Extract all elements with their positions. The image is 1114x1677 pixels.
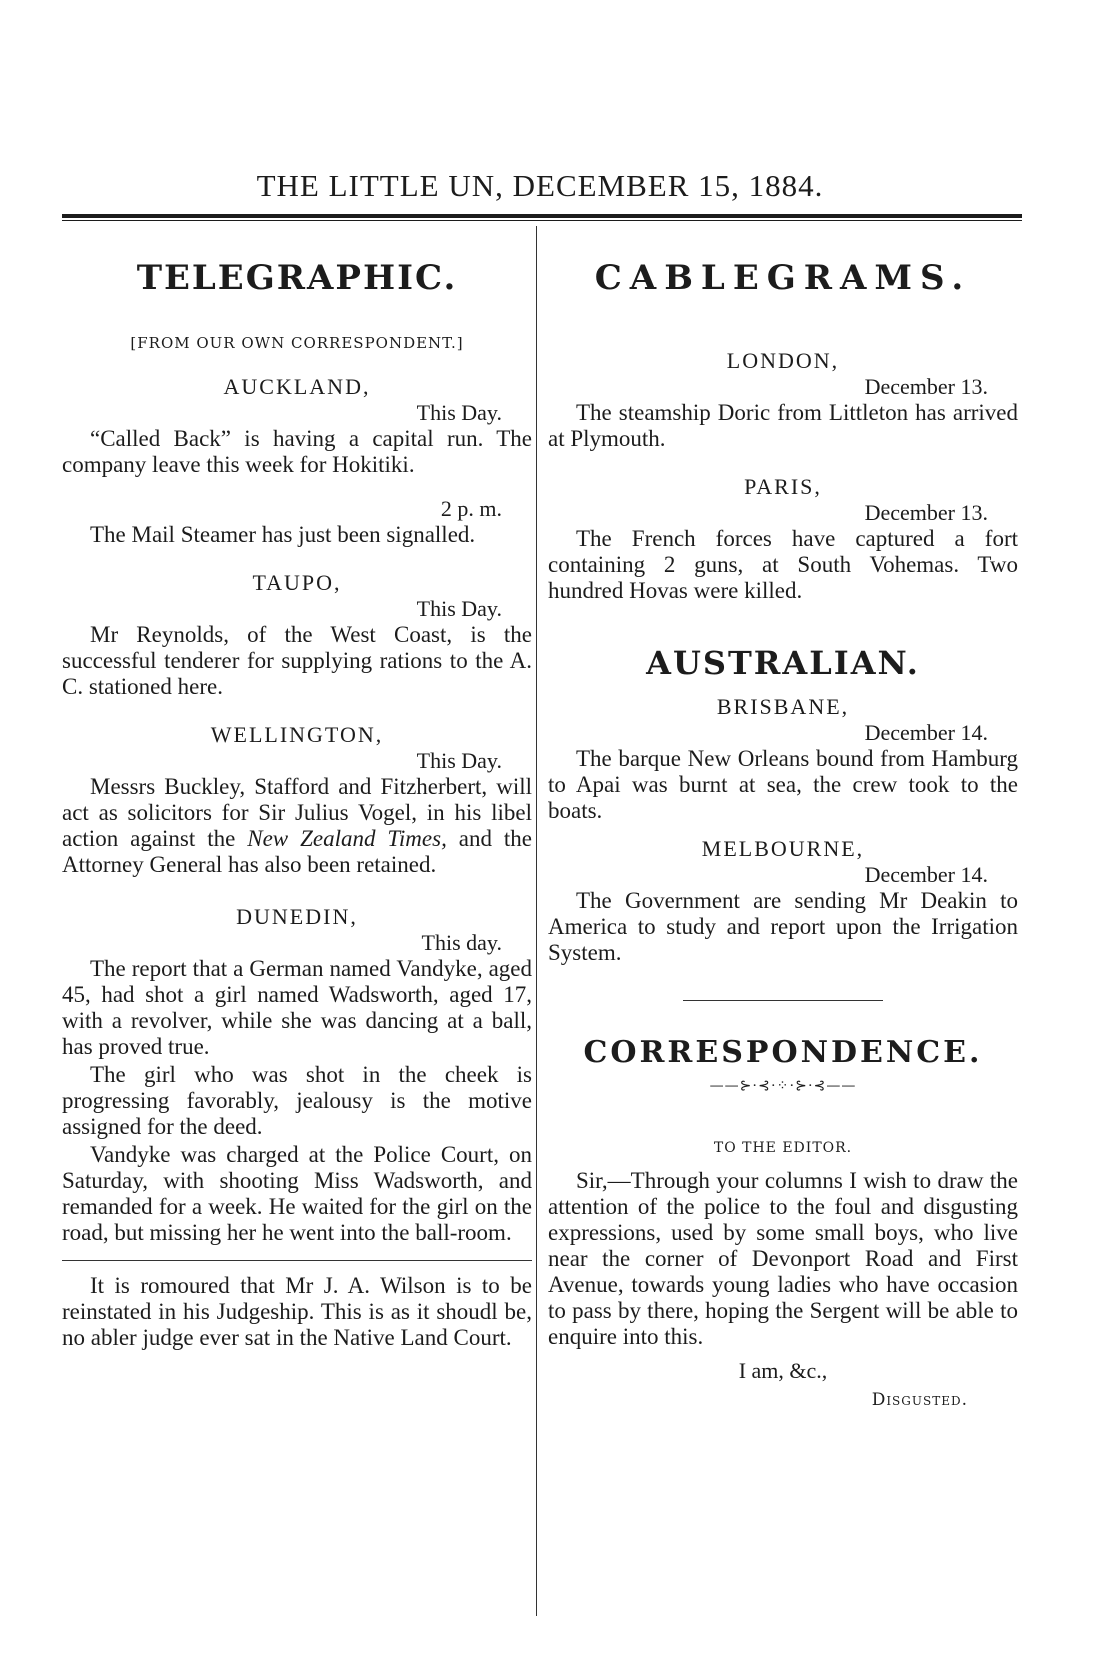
melbourne-section	[548, 836, 1018, 966]
dunedin-text-1: The report that a German named Vandyke, aged 45, had shot a girl named Wadsworth, aged 17, with a revolver, while she was dancing at a ball, has proved true.	[62, 956, 532, 1059]
dunedin-place: DUNEDIN,	[236, 904, 358, 929]
paris-text: The French forces have captured a fort containing 2 guns, at South Vohemas. Two hundred Hovas were killed.	[548, 526, 1018, 603]
note-divider	[62, 1260, 532, 1261]
letter-closing: I am, &c.,	[738, 1358, 828, 1383]
melbourne-place: MELBOURNE,	[701, 836, 865, 861]
paper-name: New Zealand Times,	[247, 826, 447, 851]
masthead: THE LITTLE UN, DECEMBER 15, 1884.	[256, 168, 824, 203]
melbourne-text: The Government are sending Mr Deakin to America to study and report upon the Irrigation System.	[548, 888, 1018, 965]
paris-date: December 13.	[864, 500, 988, 525]
dunedin-date: This day.	[421, 930, 502, 955]
letter-text: Sir,—Through your columns I wish to draw the attention of the police to the foul and disgusting expressions, used by some small boys, who live near the corner of Devonport Road and First Avenue, towards young ladies who have occasion to pass by there, hoping the Sergent will be able to enquire into this.	[548, 1168, 1018, 1349]
london-text: The steamship Doric from Littleton has arrived at Plymouth.	[548, 400, 1018, 451]
dunedin-text-3: Vandyke was charged at the Police Court, on Saturday, with shooting Miss Wadsworth, and remanded for a week. He waited for the girl on the road, but missing her he went into the ball-room.	[62, 1142, 532, 1245]
melbourne-date: December 14.	[864, 862, 988, 887]
brisbane-section	[548, 694, 1018, 824]
masthead-rule-thick	[62, 214, 1022, 218]
auckland-section	[62, 374, 532, 548]
australian-heading: AUSTRALIAN.	[646, 644, 920, 682]
london-date: December 13.	[864, 374, 988, 399]
masthead-rule-thin	[62, 220, 1022, 221]
left-column	[62, 230, 532, 1351]
dunedin-section	[62, 904, 532, 1246]
cablegrams-heading: CABLEGRAMS.	[594, 258, 972, 298]
wellington-text-before: Messrs Buckley, Stafford and Fitzherbert, will act as solicitors for Sir Julius Vogel, in his libel action against the	[62, 774, 532, 851]
taupo-date: This Day.	[416, 596, 502, 621]
column-divider	[536, 226, 537, 1616]
wellington-section	[62, 722, 532, 878]
paris-section	[548, 474, 1018, 604]
brisbane-text: The barque New Orleans bound from Hamburg to Apai was burnt at sea, the crew took to the boats.	[548, 746, 1018, 823]
london-section	[548, 348, 1018, 452]
correspondence-heading: CORRESPONDENCE.	[583, 1035, 983, 1070]
wilson-note: It is romoured that Mr J. A. Wilson is to be reinstated in his Judgeship. This is as it shoudl be, no abler judge ever sat in the Native Land Court.	[62, 1273, 532, 1350]
source-line: [FROM OUR OWN CORRESPONDENT.]	[130, 334, 464, 352]
london-place: LONDON,	[726, 348, 840, 373]
brisbane-date: December 14.	[864, 720, 988, 745]
auckland-place: AUCKLAND,	[223, 374, 371, 399]
dunedin-text-2: The girl who was shot in the cheek is progressing favorably, jealousy is the motive assigned for the deed.	[62, 1062, 532, 1139]
letter-signature: Disgusted.	[871, 1390, 968, 1410]
to-editor: TO THE EDITOR.	[713, 1140, 853, 1156]
wellington-text-after: and the Attorney General has also been retained.	[62, 826, 533, 877]
taupo-section	[62, 570, 532, 700]
taupo-place: TAUPO,	[252, 570, 342, 595]
right-column	[548, 230, 1018, 1410]
wellington-text	[62, 774, 532, 878]
auckland-date: This Day.	[416, 400, 502, 425]
paris-place: PARIS,	[744, 474, 822, 499]
auckland-text: “Called Back” is having a capital run. The company leave this week for Hokitiki.	[62, 426, 532, 477]
brisbane-place: BRISBANE,	[716, 694, 850, 719]
ornament-rule: ——⊱⋅⊰⋅⁘⋅⊱⋅⊰——	[709, 1078, 857, 1094]
taupo-text: Mr Reynolds, of the West Coast, is the successful tenderer for supplying rations to the A. C. stationed here.	[62, 622, 532, 699]
wellington-date: This Day.	[416, 748, 502, 773]
telegraphic-heading: TELEGRAPHIC.	[136, 258, 458, 298]
auckland-text-2: The Mail Steamer has just been signalled.	[90, 522, 476, 547]
wellington-place: WELLINGTON,	[210, 722, 384, 747]
section-divider	[683, 1000, 883, 1001]
auckland-time: 2 p. m.	[440, 496, 502, 521]
